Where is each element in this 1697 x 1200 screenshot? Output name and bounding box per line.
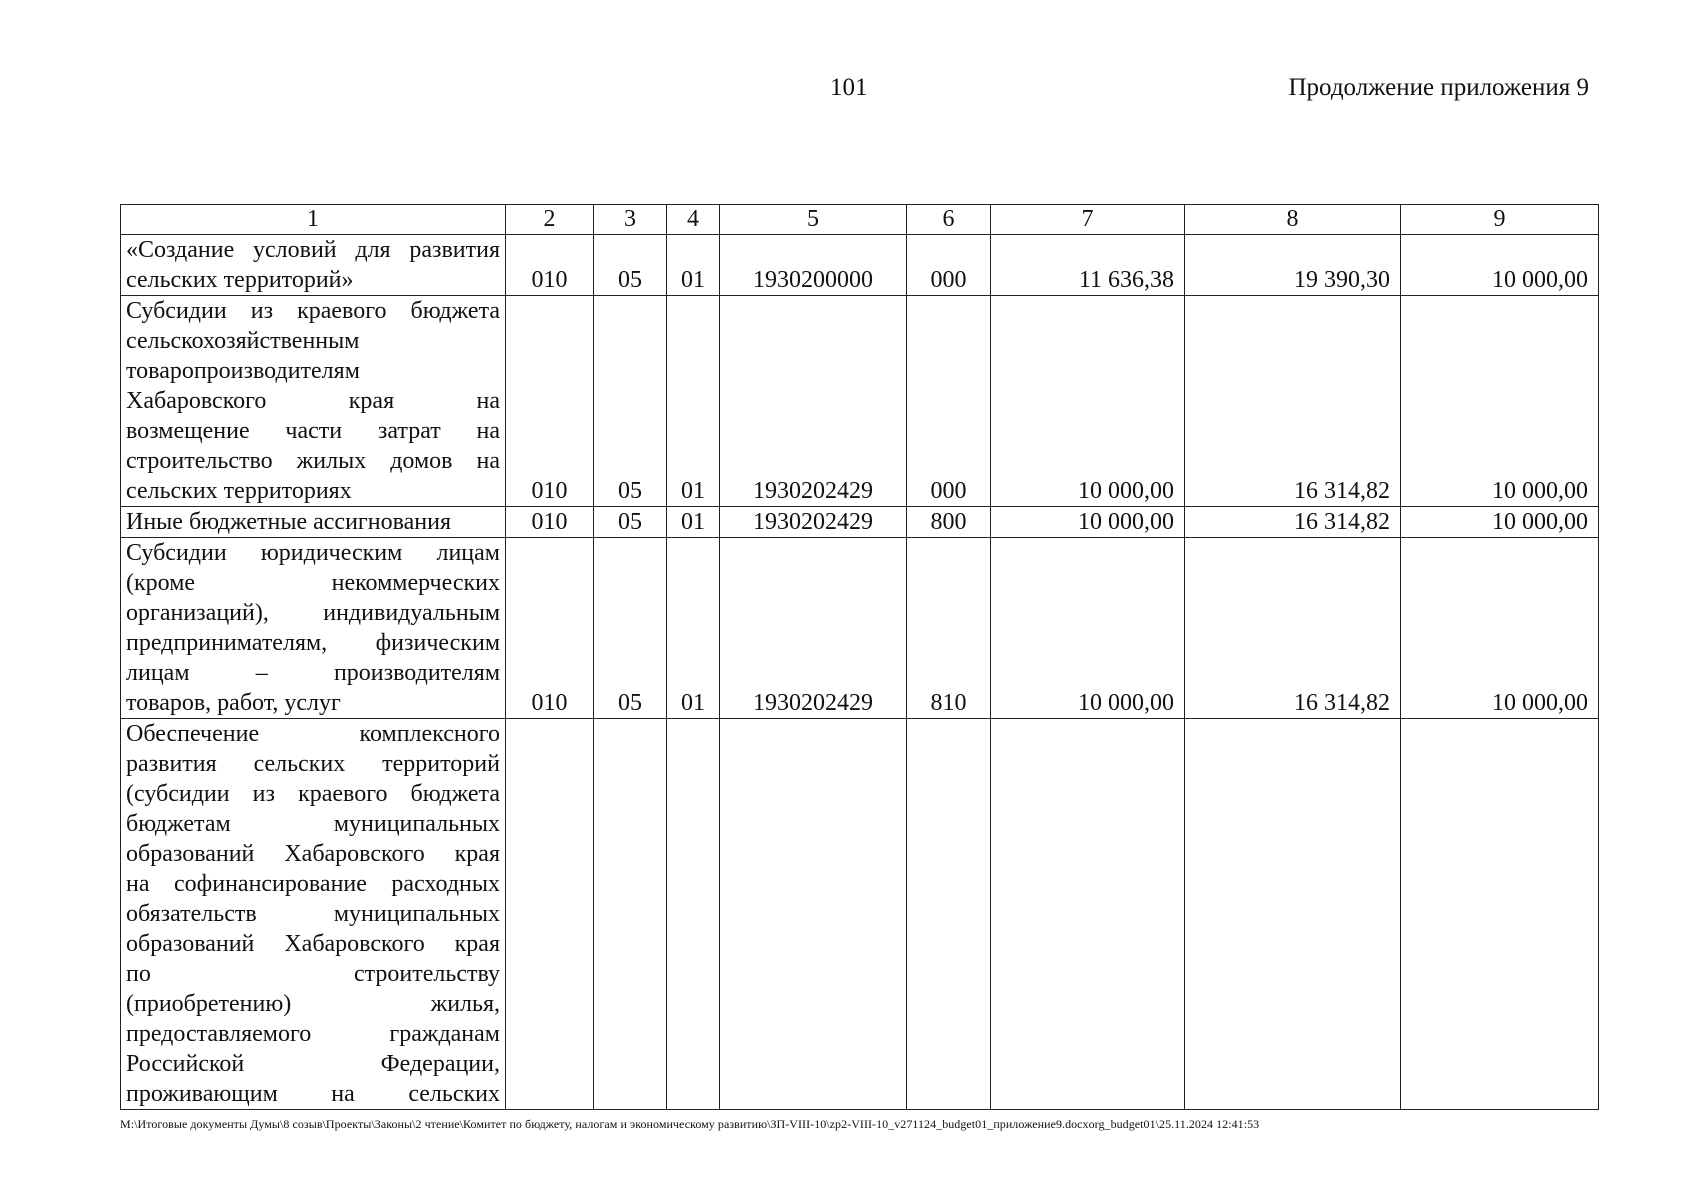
- column-header: 3: [594, 205, 667, 235]
- expense-type-cell: 810: [907, 538, 991, 719]
- expense-name-line: предпринимателям, физическим: [126, 630, 500, 656]
- table-row: [121, 296, 1599, 507]
- expense-name-line: на софинансирование расходных: [126, 871, 500, 897]
- year-2026-cell: 10 000,00: [1401, 507, 1599, 538]
- expense-name-cell: [121, 235, 506, 296]
- subsection-cell: [667, 719, 720, 1110]
- year-2026-cell: 10 000,00: [1401, 296, 1599, 507]
- year-2025-cell: 16 314,82: [1185, 507, 1401, 538]
- subsection-cell: 01: [667, 296, 720, 507]
- expense-name-line: Российской Федерации,: [126, 1051, 500, 1077]
- year-2026-cell: 10 000,00: [1401, 235, 1599, 296]
- kvsr-cell: 010: [506, 507, 594, 538]
- expense-name-line: Субсидии из краевого бюджета: [126, 298, 500, 324]
- expense-name-cell: [121, 719, 506, 1110]
- column-number-row: [121, 205, 1599, 235]
- expense-name-line: образований Хабаровского края: [126, 931, 500, 957]
- kvsr-cell: 010: [506, 538, 594, 719]
- year-2024-cell: 10 000,00: [991, 538, 1185, 719]
- year-2025-cell: 16 314,82: [1185, 296, 1401, 507]
- column-header: 9: [1401, 205, 1599, 235]
- year-2026-cell: 10 000,00: [1401, 538, 1599, 719]
- target-article-cell: 1930202429: [720, 296, 907, 507]
- expense-name-line: бюджетам муниципальных: [126, 811, 500, 837]
- expense-name-line: строительство жилых домов на: [126, 448, 500, 474]
- column-header: 1: [121, 205, 506, 235]
- section-cell: 05: [594, 538, 667, 719]
- year-2024-cell: 10 000,00: [991, 296, 1185, 507]
- section-cell: 05: [594, 296, 667, 507]
- expense-name-line: обязательств муниципальных: [126, 901, 500, 927]
- section-cell: 05: [594, 507, 667, 538]
- expense-name-line: организаций), индивидуальным: [126, 600, 500, 626]
- section-cell: 05: [594, 235, 667, 296]
- expense-name-line: предоставляемого гражданам: [126, 1021, 500, 1047]
- expense-name-line: по строительству: [126, 961, 500, 987]
- expense-name-cell: [121, 296, 506, 507]
- column-header: 4: [667, 205, 720, 235]
- expense-name-line: (субсидии из краевого бюджета: [126, 781, 500, 807]
- expense-type-cell: 000: [907, 296, 991, 507]
- expense-name-line: лицам – производителям: [126, 660, 500, 686]
- expense-name-cell: [121, 507, 506, 538]
- target-article-cell: 1930202429: [720, 538, 907, 719]
- expense-name-line: (кроме некоммерческих: [126, 570, 500, 596]
- table-row: [121, 719, 1599, 1110]
- subsection-cell: 01: [667, 507, 720, 538]
- column-header: 2: [506, 205, 594, 235]
- expense-name-line: проживающим на сельских: [126, 1081, 500, 1107]
- year-2024-cell: [991, 719, 1185, 1110]
- year-2026-cell: [1401, 719, 1599, 1110]
- expense-name-line: сельскохозяйственным: [126, 328, 360, 354]
- year-2025-cell: 19 390,30: [1185, 235, 1401, 296]
- expense-type-cell: [907, 719, 991, 1110]
- year-2025-cell: [1185, 719, 1401, 1110]
- subsection-cell: 01: [667, 538, 720, 719]
- column-header: 8: [1185, 205, 1401, 235]
- expense-name-line: Обеспечение комплексного: [126, 721, 500, 747]
- expense-type-cell: 000: [907, 235, 991, 296]
- expense-name-cell: [121, 538, 506, 719]
- expense-name-line: Иные бюджетные ассигнования: [126, 509, 451, 535]
- subsection-cell: 01: [667, 235, 720, 296]
- year-2024-cell: 10 000,00: [991, 507, 1185, 538]
- section-cell: [594, 719, 667, 1110]
- target-article-cell: 1930200000: [720, 235, 907, 296]
- column-header: 5: [720, 205, 907, 235]
- expense-name-line: Хабаровского края на: [126, 388, 500, 414]
- kvsr-cell: 010: [506, 296, 594, 507]
- expense-name-line: сельских территориях: [126, 478, 352, 504]
- table-row: [121, 538, 1599, 719]
- kvsr-cell: [506, 719, 594, 1110]
- budget-table: [120, 204, 1599, 1110]
- table-row: [121, 507, 1599, 538]
- file-path-footer: M:\Итоговые документы Думы\8 созыв\Проекты\Законы\2 чтение\Комитет по бюджету, налогам и экономическому развитию\ЗП-VIII-10\zp2-VIII-10_v271124_budget01_приложение9.docxorg_budget01\25.11.2024 12:41:53: [120, 1117, 1260, 1131]
- expense-name-line: развития сельских территорий: [126, 751, 500, 777]
- target-article-cell: 1930202429: [720, 507, 907, 538]
- target-article-cell: [720, 719, 907, 1110]
- appendix-title: Продолжение приложения 9: [1288, 74, 1589, 101]
- expense-type-cell: 800: [907, 507, 991, 538]
- expense-name-line: (приобретению) жилья,: [126, 991, 500, 1017]
- kvsr-cell: 010: [506, 235, 594, 296]
- expense-name-line: товаров, работ, услуг: [126, 690, 341, 716]
- expense-name-line: Субсидии юридическим лицам: [126, 540, 500, 566]
- year-2024-cell: 11 636,38: [991, 235, 1185, 296]
- expense-name-line: товаропроизводителям: [126, 358, 360, 384]
- column-header: 6: [907, 205, 991, 235]
- page-number: 101: [830, 74, 868, 101]
- table-row: [121, 235, 1599, 296]
- expense-name-line: сельских территорий»: [126, 267, 354, 293]
- year-2025-cell: 16 314,82: [1185, 538, 1401, 719]
- expense-name-line: «Создание условий для развития: [126, 237, 500, 263]
- expense-name-line: образований Хабаровского края: [126, 841, 500, 867]
- expense-name-line: возмещение части затрат на: [126, 418, 500, 444]
- column-header: 7: [991, 205, 1185, 235]
